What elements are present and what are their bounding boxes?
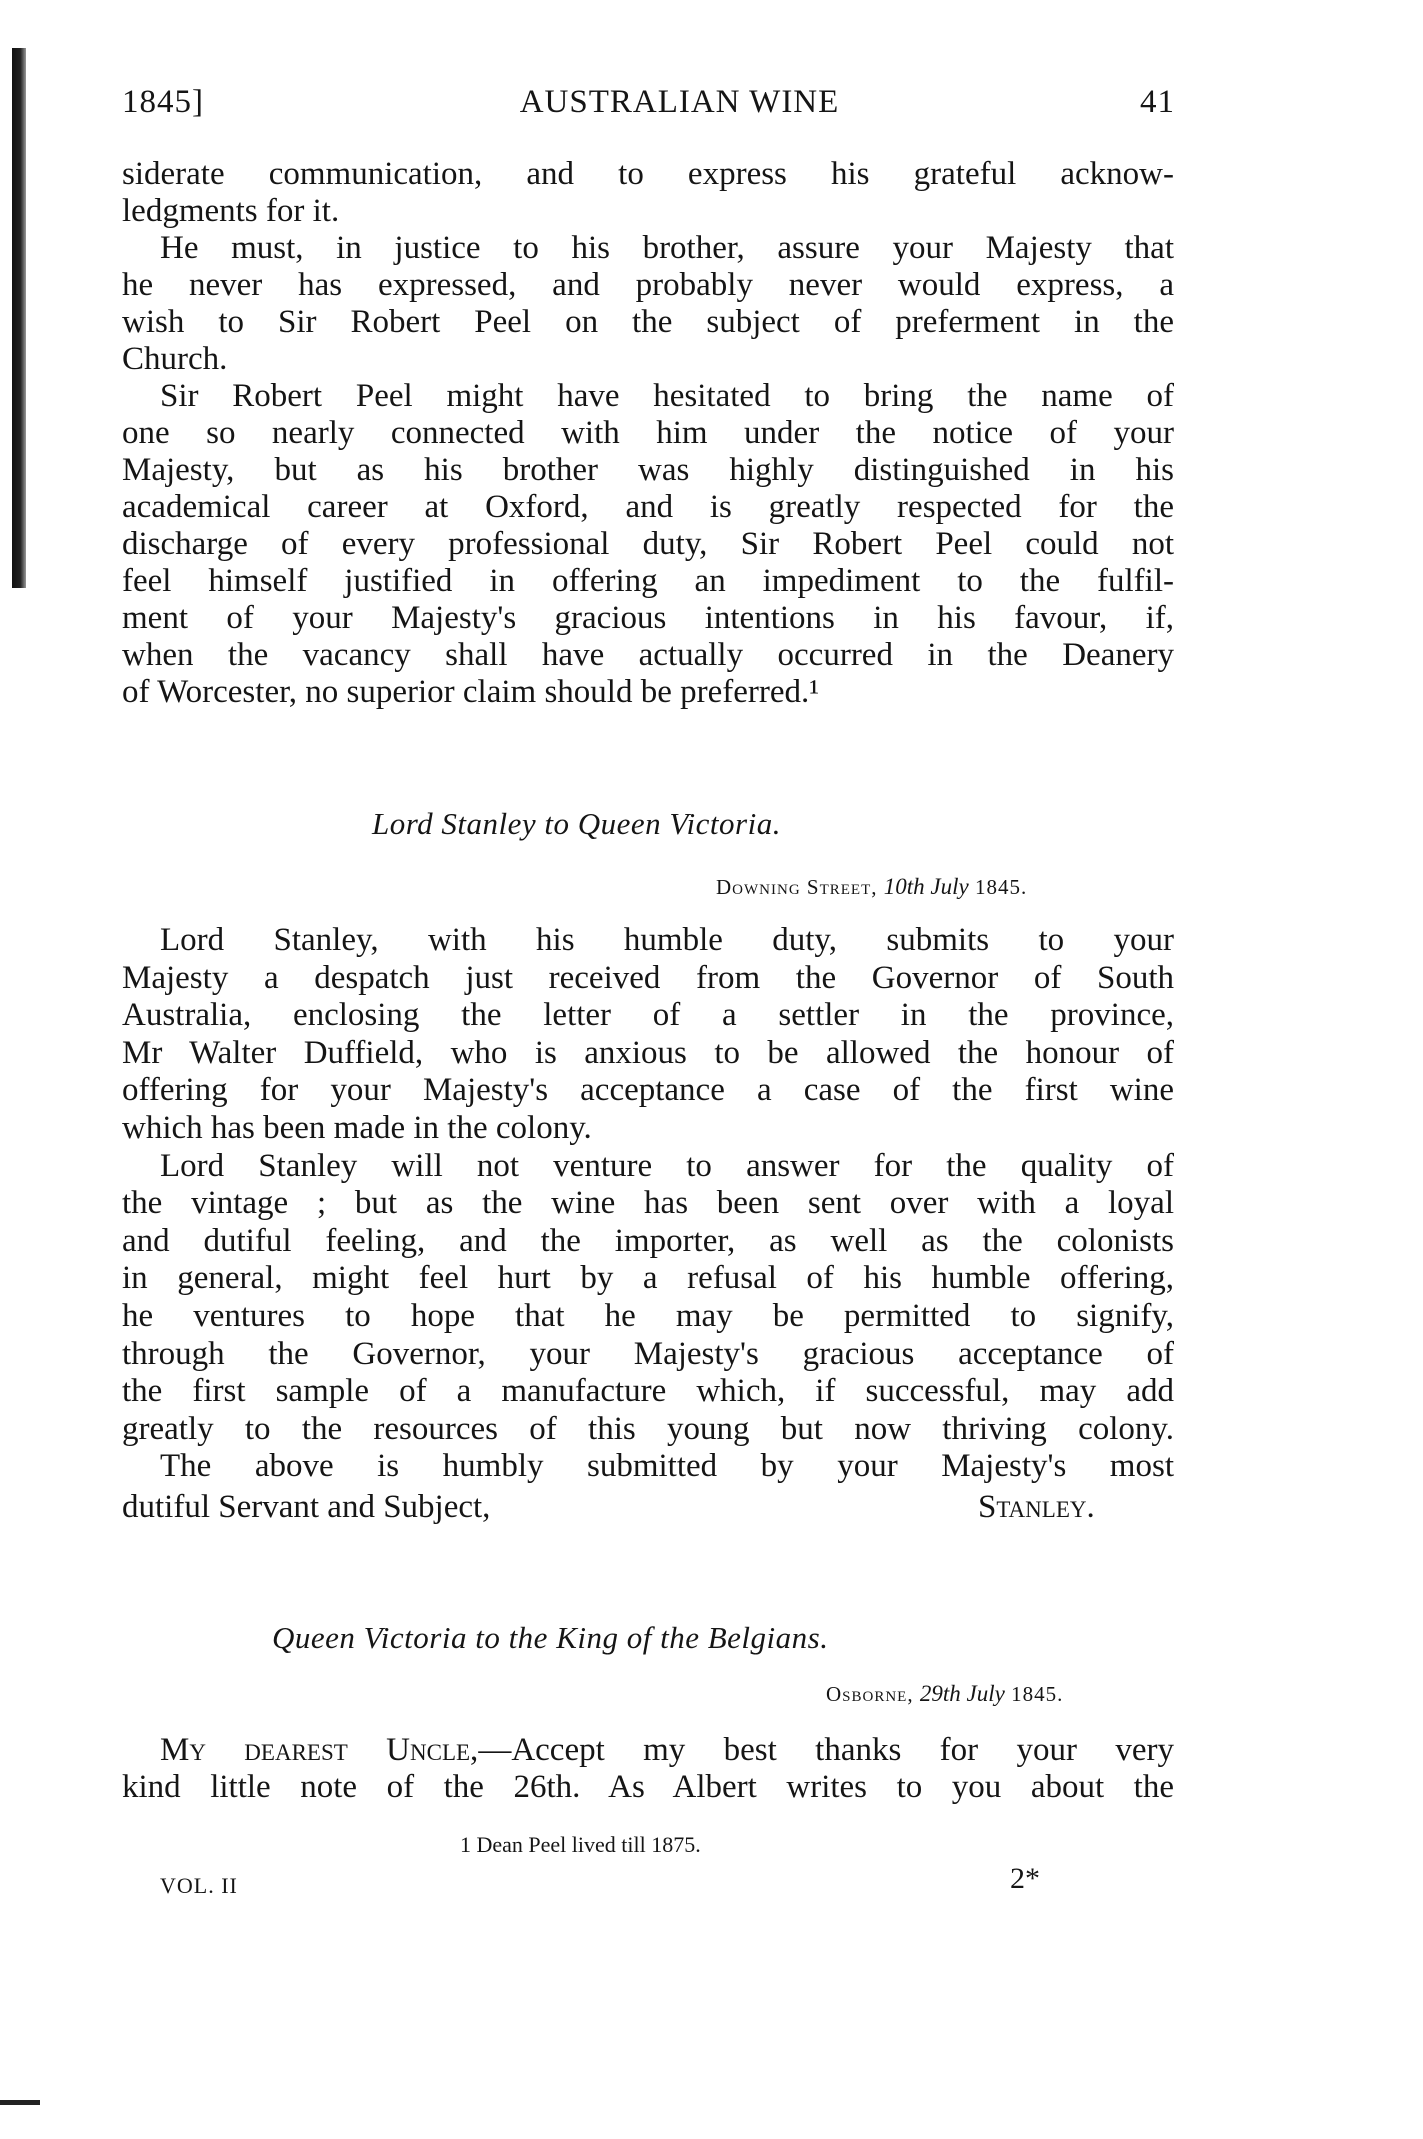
header-year: 1845] [122, 84, 204, 120]
text-line: The above is humbly submitted by your Majesty's most [160, 1448, 1174, 1485]
text-line [122, 1732, 1174, 1769]
closing: dutiful Servant and Subject, [122, 1489, 491, 1525]
text-line: academical career at Oxford, and is greatly respected for the [122, 489, 1174, 525]
signature-mark: 2* [1010, 1862, 1040, 1895]
text-line: ledgments for it. [122, 193, 340, 229]
text-line: of Worcester, no superior claim should be preferred.¹ [122, 674, 820, 710]
text-line: discharge of every professional duty, Sir Robert Peel could not [122, 526, 1174, 562]
dateline-place: Osborne, [826, 1682, 914, 1706]
dateline-date: 29th July [919, 1681, 1005, 1706]
letter-title: Lord Stanley to Queen Victoria. [372, 806, 781, 841]
letter-body [122, 922, 1174, 1486]
text-line: Church. [122, 341, 228, 377]
text-line: one so nearly connected with him under the notice of your [122, 415, 1174, 451]
dateline-year: 1845. [974, 875, 1028, 899]
text-line: Lord Stanley, with his humble duty, submits to your [160, 922, 1174, 958]
text-line: Mr Walter Duffield, who is anxious to be allowed the honour of [122, 1034, 1174, 1071]
text: —Accept my best thanks for your very [478, 1732, 1174, 1768]
scan-edge-shadow [12, 48, 26, 588]
text-line: through the Governor, your Majesty's gracious acceptance of [122, 1335, 1174, 1372]
text-line: and dutiful feeling, and the importer, as well as the colonists [122, 1222, 1174, 1259]
scan-mark [0, 2100, 40, 2105]
page-number: 41 [1140, 84, 1175, 120]
text-line: which has been made in the colony. [122, 1109, 592, 1146]
text-line: feel himself justified in offering an impediment to the fulfil- [122, 563, 1174, 599]
letter-title: Queen Victoria to the King of the Belgians. [272, 1620, 829, 1655]
text-line: Sir Robert Peel might have hesitated to bring the name of [160, 378, 1174, 414]
volume-label: VOL. II [160, 1873, 238, 1898]
letter-body [122, 1732, 1174, 1806]
text-line: Majesty, but as his brother was highly distinguished in his [122, 452, 1174, 488]
text-line: siderate communication, and to express his grateful acknow- [122, 156, 1174, 192]
text-line: offering for your Majesty's acceptance a case of the first wine [122, 1072, 1174, 1109]
text-line: Majesty a despatch just received from the Governor of South [122, 959, 1174, 996]
footnote: 1 Dean Peel lived till 1875. [460, 1832, 701, 1857]
dateline-place: Downing Street, [716, 875, 878, 899]
text-line: he ventures to hope that he may be permitted to signify, [122, 1297, 1174, 1334]
text-line: ment of your Majesty's gracious intentions in his favour, if, [122, 600, 1174, 636]
text-line: the first sample of a manufacture which, if successful, may add [122, 1373, 1174, 1410]
salutation: My dearest Uncle, [160, 1732, 479, 1768]
dateline [716, 874, 1027, 900]
dateline-date: 10th July [883, 874, 969, 899]
dateline-year: 1845. [1011, 1682, 1064, 1706]
text-line: in general, might feel hurt by a refusal of his humble offering, [122, 1260, 1174, 1297]
running-title: AUSTRALIAN WINE [519, 84, 840, 120]
text-line: the vintage ; but as the wine has been sent over with a loyal [122, 1185, 1174, 1222]
text-line: Lord Stanley will not venture to answer for the quality of [160, 1147, 1174, 1184]
text-line: kind little note of the 26th. As Albert writes to you about the [122, 1769, 1174, 1805]
letter-closing-line [122, 1489, 1174, 1526]
text-line: wish to Sir Robert Peel on the subject of preferment in the [122, 304, 1174, 340]
signature: Stanley. [978, 1489, 1095, 1525]
text-line: He must, in justice to his brother, assure your Majesty that [160, 230, 1174, 266]
passage-continued [122, 156, 1174, 711]
text-line: greatly to the resources of this young but now thriving colony. [122, 1410, 1174, 1447]
text-line: Australia, enclosing the letter of a settler in the province, [122, 997, 1174, 1034]
text-line: he never has expressed, and probably never would express, a [122, 267, 1174, 303]
dateline [826, 1681, 1063, 1707]
text-line: when the vacancy shall have actually occurred in the Deanery [122, 637, 1174, 673]
